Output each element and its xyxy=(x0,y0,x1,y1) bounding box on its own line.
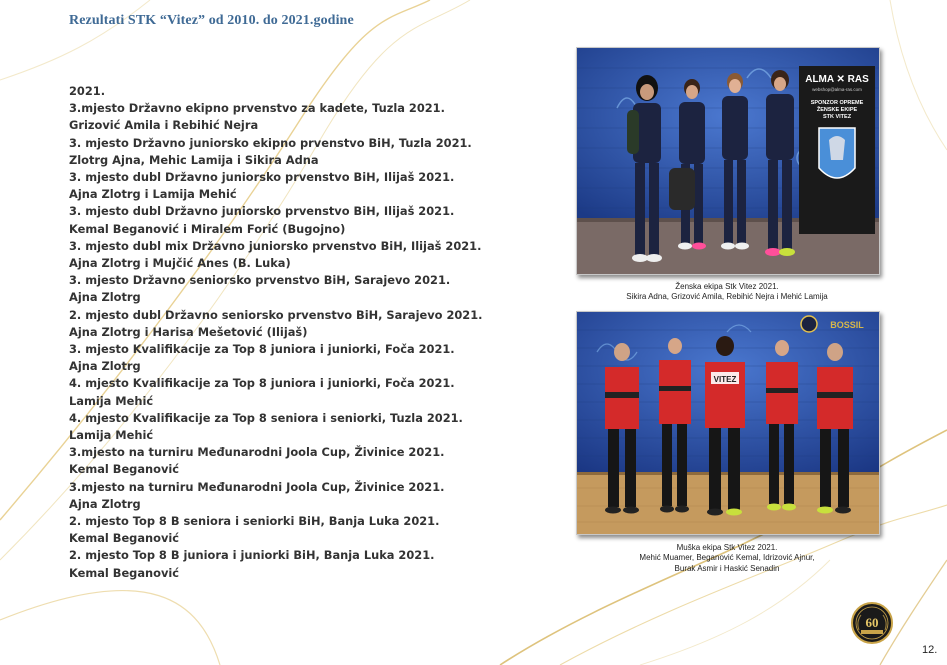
result-line: 3. mjesto dubl Državno juniorsko prvenstvo BiH, Ilijaš 2021. xyxy=(69,204,455,219)
banner-line2: ŽENSKE EKIPE xyxy=(816,107,858,113)
caption-names: Sikira Adna, Grizović Amila, Rebihić Nejra i Mehić Lamija xyxy=(626,292,828,302)
result-line: 3. mjesto Državno seniorsko prvenstvo BiH, Sarajevo 2021. xyxy=(69,273,451,288)
mens-team-caption xyxy=(576,543,878,574)
banner-line1: SPONZOR OPREME xyxy=(810,100,864,106)
result-line: 3.mjesto Državno ekipno prvenstvo za kadete, Tuzla 2021. xyxy=(69,101,445,116)
result-line: 3. mjesto dubl Državno juniorsko prvenstvo BiH, Ilijaš 2021. xyxy=(69,170,455,185)
result-line: 4. mjesto Kvalifikacije za Top 8 seniora i seniorki, Tuzla 2021. xyxy=(69,410,463,425)
anniversary-badge xyxy=(851,602,893,644)
result-line: 2. mjesto Top 8 B juniora i juniorki BiH, Banja Luka 2021. xyxy=(69,548,435,563)
caption-names-2: Burak Asmir i Haskić Senadin xyxy=(674,563,780,573)
caption-names-1: Mehić Muamer, Beganović Kemal, Idrizović Ajnur, xyxy=(639,553,815,563)
page-title: Rezultati STK “Vitez” od 2010. do 2021.godine xyxy=(69,13,354,28)
caption-title: Muška ekipa Stk Vitez 2021. xyxy=(676,543,778,552)
shirt-text: VITEZ xyxy=(713,375,737,384)
result-line: Zlotrg Ajna, Mehic Lamija i Sikira Adna xyxy=(69,152,319,167)
result-line: Ajna Zlotrg i Lamija Mehić xyxy=(69,187,237,202)
badge-number: 60 xyxy=(865,615,879,630)
result-line: Kemal Beganović i Miralem Forić (Bugojno) xyxy=(69,221,346,236)
result-line: Kemal Beganović xyxy=(69,565,180,580)
womens-team-caption xyxy=(576,282,878,303)
result-line: 2021. xyxy=(69,84,106,98)
page-number: 12. xyxy=(922,644,938,656)
results-list xyxy=(69,83,509,582)
result-line: 3. mjesto dubl mix Državno juniorsko prvenstvo BiH, Ilijaš 2021. xyxy=(69,238,482,253)
result-line: 3.mjesto na turniru Međunarodni Joola Cup, Živinice 2021. xyxy=(69,479,445,494)
result-line: Kemal Beganović xyxy=(69,462,180,477)
result-line: Ajna Zlotrg i Mujčić Anes (B. Luka) xyxy=(69,256,291,271)
womens-team-photo xyxy=(576,47,880,275)
banner-site: webshop@alma-ras.com xyxy=(812,87,862,92)
result-line: 2. mjesto Top 8 B seniora i seniorki BiH, Banja Luka 2021. xyxy=(69,514,440,529)
result-line: Grizović Amila i Rebihić Nejra xyxy=(69,118,259,133)
result-line: 3.mjesto na turniru Međunarodni Joola Cup, Živinice 2021. xyxy=(69,445,445,460)
mens-team-photo xyxy=(576,311,880,535)
result-line: Ajna Zlotrg xyxy=(69,290,141,305)
result-line: 3. mjesto Kvalifikacije za Top 8 juniora i juniorki, Foča 2021. xyxy=(69,342,455,357)
result-line: Ajna Zlotrg i Harisa Mešetović (Ilijaš) xyxy=(69,324,308,339)
result-line: Ajna Zlotrg xyxy=(69,359,141,374)
result-line: Ajna Zlotrg xyxy=(69,496,141,511)
banner-line3: STK VITEZ xyxy=(822,114,852,120)
caption-title: Ženska ekipa Stk Vitez 2021. xyxy=(675,282,779,291)
result-line: Kemal Beganović xyxy=(69,531,180,546)
result-line: Lamija Mehić xyxy=(69,428,154,443)
result-line: 3. mjesto Državno juniorsko ekipno prvenstvo BiH, Tuzla 2021. xyxy=(69,135,472,150)
result-line: 2. mjesto dubl Državno seniorsko prvenstvo BiH, Sarajevo 2021. xyxy=(69,307,483,322)
result-line: Lamija Mehić xyxy=(69,393,154,408)
wall-logo-text: BOSSIL xyxy=(830,320,864,330)
banner-brand: ALMA ✕ RAS xyxy=(805,74,869,85)
result-line: 4. mjesto Kvalifikacije za Top 8 juniora i juniorki, Foča 2021. xyxy=(69,376,455,391)
